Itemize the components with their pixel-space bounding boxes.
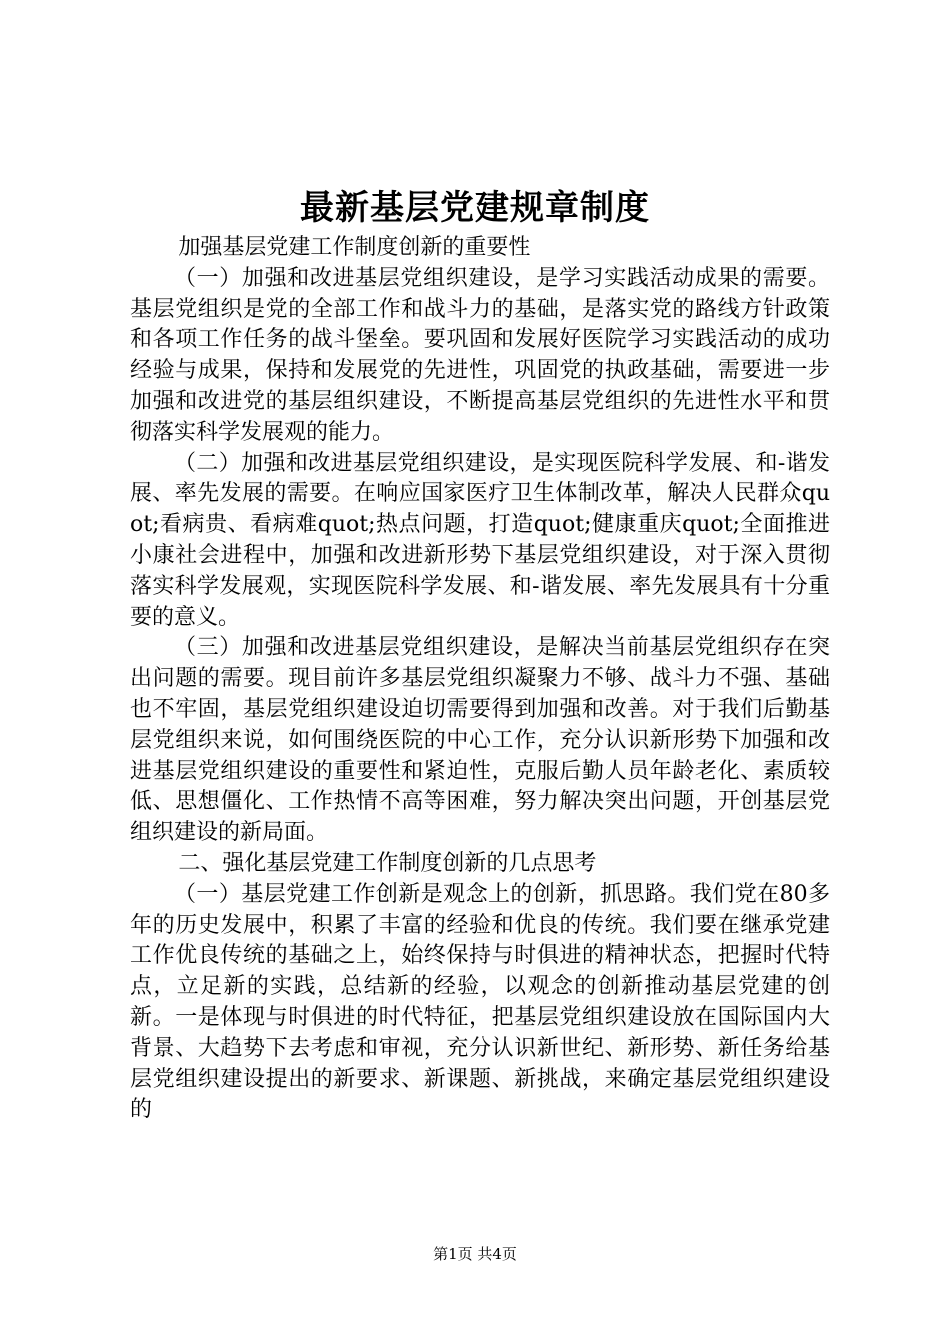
page-title: 最新基层党建规章制度 bbox=[300, 188, 650, 228]
body-paragraph-4: （一）基层党建工作创新是观念上的创新，抓思路。我们党在80多年的历史发展中，积累了丰富的经验和优良的传统。我们要在继承党建工作优良传统的基础之上，始终保持与时俱进的精神状态，把握时代特点，立足新的实践，总结新的经验，以观念的创新推动基层党建的创新。一是体现与时俱进的时代特征，把基层党组织建设放在国际国内大背景、大趋势下去考虑和审视，充分认识新世纪、新形势、新任务给基层党组织建设提出的新要求、新课题、新挑战，来确定基层党组织建设的 bbox=[130, 881, 830, 1123]
document-body bbox=[130, 233, 830, 1126]
page-footer bbox=[0, 1242, 950, 1266]
body-paragraph-2: （二）加强和改进基层党组织建设，是实现医院科学发展、和-谐发展、率先发展的需要。在响应国家医疗卫生体制改革，解决人民群众quot;看病贵、看病难quot;热点问题，打造quot;健康重庆quot;全面推进小康社会进程中，加强和改进新形势下基层党组织建设，对于深入贯彻落实科学发展观，实现医院科学发展、和-谐发展、率先发展具有十分重要的意义。 bbox=[130, 450, 830, 630]
body-paragraph-1: （一）加强和改进基层党组织建设，是学习实践活动成果的需要。基层党组织是党的全部工作和战斗力的基础，是落实党的路线方针政策和各项工作任务的战斗堡垒。要巩固和发展好医院学习实践活动的成功经验与成果，保持和发展党的先进性，巩固党的执政基础，需要进一步加强和改进党的基层组织建设，不断提高基层党组织的先进性水平和贯彻落实科学发展观的能力。 bbox=[130, 265, 830, 445]
body-paragraph-3: （三）加强和改进基层党组织建设，是解决当前基层党组织存在突出问题的需要。现目前许多基层党组织凝聚力不够、战斗力不强、基础也不牢固，基层党组织建设迫切需要得到加强和改善。对于我们后勤基层党组织来说，如何围绕医院的中心工作，充分认识新形势下加强和改进基层党组织建设的重要性和紧迫性，克服后勤人员年龄老化、素质较低、思想僵化、工作热情不高等困难，努力解决突出问题，开创基层党组织建设的新局面。 bbox=[130, 635, 830, 846]
section-heading-thoughts: 二、强化基层党建工作制度创新的几点思考 bbox=[178, 850, 597, 876]
section-heading-importance: 加强基层党建工作制度创新的重要性 bbox=[178, 235, 531, 260]
page-number: 第1页 共4页 bbox=[433, 1245, 517, 1263]
